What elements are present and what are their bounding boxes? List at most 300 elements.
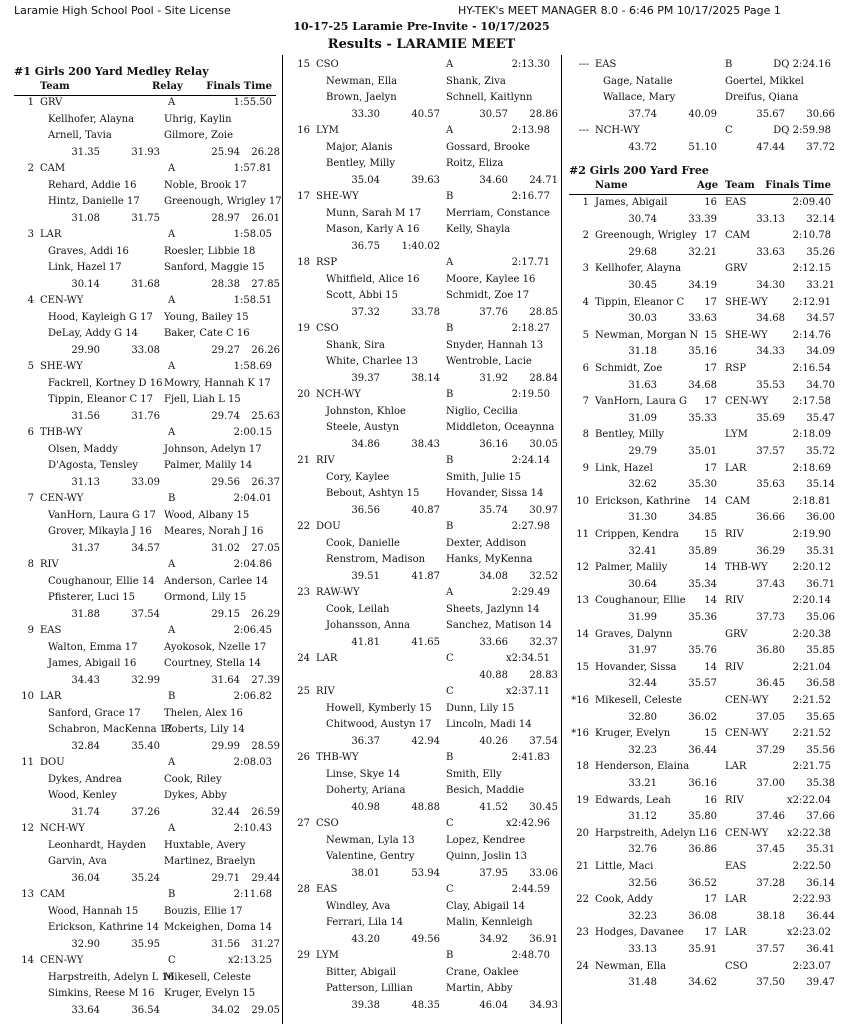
swimmer-name: Cook, Riley bbox=[164, 773, 222, 785]
swimmer-name: Walton, Emma 17 bbox=[48, 641, 138, 653]
split-time: 33.08 bbox=[131, 344, 160, 356]
relay-finals-time: 2:08.03 bbox=[233, 757, 272, 768]
relay-letter: A bbox=[168, 163, 176, 174]
swimmer-team: CAM bbox=[725, 230, 751, 242]
swimmer-name: Dreifus, Qiana bbox=[725, 92, 799, 103]
swimmer-team: CEN-WY bbox=[725, 827, 769, 839]
swimmer-age: 17 bbox=[704, 363, 717, 374]
split-time: 35.38 bbox=[806, 778, 835, 789]
swimmer-name: Whitfield, Alice 16 bbox=[326, 273, 420, 285]
split-time: 35.40 bbox=[131, 740, 160, 752]
swimmer-name: Newman, Lyla 13 bbox=[326, 834, 415, 846]
relay-team: CEN-WY bbox=[40, 493, 84, 504]
split-time: 34.30 bbox=[756, 280, 785, 291]
relay-letter: A bbox=[446, 587, 454, 598]
swimmer-finals-time: 2:09.40 bbox=[792, 197, 831, 208]
split-time: 29.79 bbox=[628, 446, 657, 457]
swimmer-name: Tippin, Eleanor C 17 bbox=[48, 394, 154, 405]
split-time: 35.30 bbox=[688, 479, 717, 491]
split-time bbox=[386, 669, 440, 683]
split-time: 26.26 bbox=[251, 344, 280, 356]
relay-letter: A bbox=[446, 125, 454, 136]
split-time: 33.13 bbox=[756, 213, 785, 225]
swimmer-name: Schnell, Kaitlynn bbox=[446, 92, 533, 103]
swimmer-finals-time: 2:12.15 bbox=[792, 263, 831, 275]
swimmer-name: Kruger, Evelyn 15 bbox=[164, 988, 256, 999]
relay-team: LYM bbox=[316, 950, 339, 961]
relay-place: 11 bbox=[21, 757, 34, 768]
swimmer-name: Garvin, Ava bbox=[48, 856, 107, 867]
swimmer-place: 10 bbox=[576, 495, 589, 507]
swimmer-name: Kelly, Shayla bbox=[446, 224, 511, 235]
meet-title: 10-17-25 Laramie Pre-Invite - 10/17/2025 bbox=[293, 20, 550, 33]
swimmer-name: Noble, Brook 17 bbox=[164, 179, 247, 191]
swimmer-name: Bentley, Milly bbox=[595, 429, 665, 441]
swimmer-age: 17 bbox=[704, 462, 717, 474]
split-time: 30.45 bbox=[628, 280, 657, 291]
swimmer-name: VanHorn, Laura G bbox=[595, 396, 687, 408]
relay-letter: B bbox=[446, 455, 454, 466]
swimmer-name: Graves, Addi 16 bbox=[48, 245, 129, 257]
split-time: 35.72 bbox=[806, 446, 835, 457]
split-time: 33.63 bbox=[756, 246, 785, 258]
relay-place: 23 bbox=[297, 587, 310, 598]
swimmer-name: Clay, Abigail 14 bbox=[446, 900, 525, 912]
swimmer-team: CAM bbox=[725, 495, 751, 507]
swimmer-age: 17 bbox=[704, 396, 717, 408]
split-time: 32.41 bbox=[628, 545, 657, 557]
swimmer-finals-time: 2:18.81 bbox=[792, 495, 831, 507]
split-time: 29.56 bbox=[211, 476, 240, 488]
relay-letter: A bbox=[168, 295, 176, 306]
split-time: 40.98 bbox=[351, 801, 380, 813]
swimmer-name: Martinez, Braelyn bbox=[164, 856, 256, 867]
relay-finals-time: 2:19.50 bbox=[511, 389, 550, 400]
swimmer-name: Meares, Norah J 16 bbox=[164, 526, 264, 537]
relay-place: 16 bbox=[297, 125, 310, 136]
relay-finals-time: 2:16.77 bbox=[511, 191, 550, 202]
swimmer-name: Scott, Abbi 15 bbox=[326, 290, 398, 301]
split-time: 39.47 bbox=[806, 977, 835, 989]
swimmer-name: Goertel, Mikkel bbox=[725, 75, 804, 87]
split-time: 33.21 bbox=[628, 778, 657, 789]
column-header-finals-time: Finals Time bbox=[206, 81, 272, 92]
split-time: 33.39 bbox=[688, 213, 717, 225]
swimmer-place: 5 bbox=[582, 329, 589, 341]
swimmer-name: Hanks, MyKenna bbox=[446, 554, 533, 565]
split-time: 31.13 bbox=[71, 476, 100, 488]
relay-place: 9 bbox=[27, 625, 34, 636]
split-time: 36.29 bbox=[756, 545, 785, 557]
split-time: 30.45 bbox=[529, 801, 558, 813]
split-time: 30.64 bbox=[628, 578, 657, 590]
split-time: 31.88 bbox=[71, 608, 100, 620]
relay-team: NCH-WY bbox=[316, 389, 361, 400]
split-time: 41.65 bbox=[411, 636, 440, 648]
relay-finals-time: 1:58.51 bbox=[233, 295, 272, 306]
split-time: 27.05 bbox=[251, 542, 280, 554]
column-header-age: Age bbox=[697, 180, 719, 191]
swimmer-team: THB-WY bbox=[725, 562, 768, 574]
split-time: 51.10 bbox=[688, 141, 717, 153]
swimmer-name: Mowry, Hannah K 17 bbox=[164, 377, 271, 389]
split-time: 36.80 bbox=[756, 645, 785, 657]
swimmer-name: Doherty, Ariana bbox=[326, 785, 406, 796]
relay-finals-time: 2:48.70 bbox=[511, 950, 550, 961]
swimmer-name: Schabron, MacKenna 17 bbox=[48, 724, 173, 735]
swimmer-name: Hodges, Davanee bbox=[595, 927, 684, 939]
split-time: 35.80 bbox=[688, 811, 717, 823]
relay-letter: B bbox=[446, 752, 454, 763]
relay-team: CSO bbox=[316, 59, 339, 70]
split-time: 35.31 bbox=[806, 545, 835, 557]
swimmer-age: 14 bbox=[704, 595, 717, 607]
split-time: 28.85 bbox=[529, 306, 558, 318]
split-time: 34.33 bbox=[756, 346, 785, 358]
swimmer-name: Hintz, Danielle 17 bbox=[48, 196, 140, 207]
relay-letter: A bbox=[168, 559, 176, 570]
split-time: 35.24 bbox=[131, 872, 160, 884]
swimmer-team: SHE-WY bbox=[725, 296, 768, 308]
split-time: 39.38 bbox=[351, 999, 380, 1011]
software-header: HY-TEK's MEET MANAGER 8.0 - 6:46 PM 10/17/2025 Page 1 bbox=[458, 4, 781, 17]
relay-team: DOU bbox=[316, 521, 341, 532]
split-time: 36.16 bbox=[479, 438, 508, 450]
split-time: 30.57 bbox=[479, 108, 508, 120]
swimmer-name: Quinn, Joslin 13 bbox=[446, 851, 527, 862]
split-time: 37.00 bbox=[756, 778, 785, 789]
split-time: 37.54 bbox=[131, 608, 160, 620]
relay-place: 1 bbox=[27, 97, 34, 108]
split-time: 37.54 bbox=[529, 735, 558, 747]
swimmer-age: 15 bbox=[704, 728, 717, 740]
relay-team: LYM bbox=[316, 125, 339, 136]
relay-finals-time: x2:13.25 bbox=[228, 955, 272, 966]
relay-team: LAR bbox=[40, 691, 62, 702]
swimmer-name: Smith, Elly bbox=[446, 768, 502, 780]
split-time: 32.37 bbox=[529, 636, 558, 648]
relay-letter: C bbox=[168, 955, 176, 966]
relay-team: SHE-WY bbox=[316, 191, 359, 202]
swimmer-place: *16 bbox=[571, 728, 589, 740]
swimmer-name: Erickson, Kathrine bbox=[595, 495, 691, 507]
split-time: 29.44 bbox=[251, 872, 280, 884]
split-time: 33.64 bbox=[71, 1004, 100, 1016]
swimmer-age: 16 bbox=[704, 827, 717, 839]
split-time: 41.81 bbox=[351, 636, 380, 648]
swimmer-name: Crane, Oaklee bbox=[446, 966, 519, 978]
split-time: 31.64 bbox=[211, 674, 240, 686]
relay-finals-time: x2:42.96 bbox=[506, 818, 550, 829]
split-time: 49.56 bbox=[411, 933, 440, 945]
split-time: 38.14 bbox=[411, 372, 440, 384]
swimmer-name: Linse, Skye 14 bbox=[326, 768, 401, 780]
swimmer-name: Crippen, Kendra bbox=[595, 529, 679, 540]
split-time: 38.18 bbox=[756, 910, 785, 922]
split-time: 34.86 bbox=[351, 438, 380, 450]
relay-place: 8 bbox=[27, 559, 34, 570]
relay-finals-time: 2:06.45 bbox=[233, 625, 272, 636]
split-time: 33.06 bbox=[529, 867, 558, 879]
relay-team: RSP bbox=[316, 257, 338, 268]
relay-place: 2 bbox=[27, 163, 34, 174]
split-time: 29.15 bbox=[211, 608, 240, 620]
split-time: 35.04 bbox=[351, 174, 380, 186]
split-time: 35.95 bbox=[131, 938, 160, 950]
relay-letter: A bbox=[168, 97, 176, 108]
split-time: 37.45 bbox=[756, 844, 785, 856]
results-title: Results - LARAMIE MEET bbox=[327, 37, 516, 52]
swimmer-name: Renstrom, Madison bbox=[326, 554, 426, 565]
split-time: 25.63 bbox=[251, 410, 280, 422]
relay-team: GRV bbox=[40, 97, 63, 108]
swimmer-name: Cook, Leilah bbox=[326, 603, 390, 615]
split-time: 35.85 bbox=[806, 645, 835, 657]
relay-place: 13 bbox=[21, 889, 34, 900]
swimmer-name: Tippin, Eleanor C bbox=[595, 296, 685, 308]
swimmer-age: 14 bbox=[704, 661, 717, 673]
split-time: 35.34 bbox=[688, 578, 717, 590]
swimmer-name: Gossard, Brooke bbox=[446, 141, 530, 153]
relay-finals-time: DQ 2:24.16 bbox=[773, 59, 831, 70]
split-time: 37.28 bbox=[756, 877, 785, 889]
split-time: 37.26 bbox=[131, 806, 160, 818]
swimmer-name: Erickson, Kathrine 14 bbox=[48, 922, 160, 933]
swimmer-name: Patterson, Lillian bbox=[326, 983, 413, 994]
relay-place: 28 bbox=[297, 884, 310, 895]
swimmer-name: Wentroble, Lacie bbox=[446, 356, 532, 367]
swimmer-name: Shank, Ziva bbox=[446, 75, 506, 87]
relay-team: NCH-WY bbox=[595, 125, 640, 136]
swimmer-name: Smith, Julie 15 bbox=[446, 471, 522, 483]
swimmer-team: CEN-WY bbox=[725, 396, 769, 408]
split-time: 37.32 bbox=[351, 306, 380, 318]
relay-place: 12 bbox=[21, 823, 34, 834]
split-time: 29.05 bbox=[251, 1004, 280, 1016]
split-time: 29.27 bbox=[211, 344, 240, 356]
split-time bbox=[326, 669, 380, 683]
split-time: 36.56 bbox=[351, 504, 380, 516]
relay-finals-time: 2:29.49 bbox=[511, 587, 550, 598]
swimmer-name: Henderson, Elaina bbox=[595, 761, 690, 773]
split-time: 34.93 bbox=[529, 999, 558, 1011]
swimmer-place: 23 bbox=[576, 927, 589, 939]
split-time: 32.23 bbox=[628, 744, 657, 756]
split-time: 35.89 bbox=[688, 545, 717, 557]
relay-team: THB-WY bbox=[40, 427, 83, 438]
swimmer-finals-time: 2:19.90 bbox=[792, 529, 831, 540]
swimmer-age bbox=[695, 960, 717, 974]
swimmer-place: 12 bbox=[576, 562, 589, 574]
split-time: 34.57 bbox=[806, 313, 835, 325]
split-time: 40.26 bbox=[479, 735, 508, 747]
swimmer-name: Roberts, Lily 14 bbox=[164, 724, 245, 735]
header-underline bbox=[569, 194, 833, 195]
split-time: 31.99 bbox=[628, 612, 657, 623]
relay-place: 22 bbox=[297, 521, 310, 532]
swimmer-name: Link, Hazel bbox=[595, 462, 653, 474]
split-time: 35.69 bbox=[756, 412, 785, 424]
swimmer-name: Wood, Albany 15 bbox=[164, 509, 250, 521]
swimmer-name: Thelen, Alex 16 bbox=[164, 707, 243, 719]
relay-finals-time: DQ 2:59.98 bbox=[773, 125, 831, 136]
relay-place: 15 bbox=[297, 59, 310, 70]
swimmer-name: White, Charlee 13 bbox=[326, 356, 418, 367]
split-time: 36.91 bbox=[529, 933, 558, 945]
split-time: 31.97 bbox=[628, 645, 657, 657]
relay-place: --- bbox=[578, 59, 589, 70]
swimmer-team: RIV bbox=[725, 661, 744, 673]
swimmer-age: 17 bbox=[704, 230, 717, 242]
split-time: 34.85 bbox=[688, 512, 717, 524]
split-time: 41.52 bbox=[479, 801, 508, 813]
swimmer-age bbox=[695, 262, 717, 276]
split-time bbox=[504, 240, 558, 254]
swimmer-name: Ayokosok, Nzelle 17 bbox=[164, 641, 267, 653]
split-time: 29.74 bbox=[211, 410, 240, 422]
split-time: 33.13 bbox=[628, 944, 657, 955]
swimmer-age: 15 bbox=[704, 329, 717, 341]
relay-place: 7 bbox=[27, 493, 34, 504]
swimmer-finals-time: 2:23.07 bbox=[792, 960, 831, 972]
swimmer-team: SHE-WY bbox=[725, 329, 768, 341]
swimmer-name: Wood, Kenley bbox=[48, 790, 117, 801]
swimmer-name: Hood, Kayleigh G 17 bbox=[48, 311, 153, 323]
relay-letter: B bbox=[168, 889, 176, 900]
swimmer-team: EAS bbox=[725, 197, 747, 208]
split-time: 36.04 bbox=[71, 872, 100, 884]
split-time bbox=[454, 240, 508, 254]
swimmer-place: 15 bbox=[576, 661, 589, 673]
swimmer-finals-time: 2:22.93 bbox=[792, 894, 831, 906]
split-time: 37.72 bbox=[806, 141, 835, 153]
swimmer-name: Bebout, Ashtyn 15 bbox=[326, 488, 420, 499]
split-time: 35.63 bbox=[756, 479, 785, 491]
relay-team: LAR bbox=[316, 653, 338, 664]
swimmer-name: Cook, Addy bbox=[595, 894, 653, 906]
swimmer-name: Bitter, Abigail bbox=[326, 966, 397, 978]
split-time: 35.01 bbox=[688, 446, 717, 457]
split-time: 30.03 bbox=[628, 313, 657, 325]
split-time: 37.73 bbox=[756, 612, 785, 623]
split-time: 31.48 bbox=[628, 977, 657, 989]
split-time: 36.00 bbox=[806, 512, 835, 524]
split-time: 33.63 bbox=[688, 313, 717, 325]
split-time: 32.76 bbox=[628, 844, 657, 856]
relay-letter: C bbox=[446, 884, 454, 895]
event-title: #1 Girls 200 Yard Medley Relay bbox=[14, 65, 209, 78]
swimmer-place: 6 bbox=[582, 363, 589, 374]
split-time: 36.86 bbox=[688, 844, 717, 856]
relay-team: EAS bbox=[316, 884, 338, 895]
swimmer-age: 14 bbox=[704, 495, 717, 507]
relay-letter: C bbox=[446, 653, 454, 664]
swimmer-name: Munn, Sarah M 17 bbox=[326, 207, 422, 219]
relay-place: 27 bbox=[297, 818, 310, 829]
swimmer-age: 17 bbox=[704, 296, 717, 308]
swimmer-finals-time: 2:21.52 bbox=[792, 728, 831, 740]
split-time: 36.08 bbox=[688, 910, 717, 922]
swimmer-age: 17 bbox=[704, 927, 717, 939]
swimmer-finals-time: x2:22.38 bbox=[787, 827, 831, 839]
swimmer-name: Dunn, Lily 15 bbox=[446, 702, 515, 714]
relay-letter: B bbox=[446, 950, 454, 961]
swimmer-place: 22 bbox=[576, 894, 589, 906]
swimmer-name: DeLay, Addy G 14 bbox=[48, 328, 138, 339]
swimmer-name: Cook, Danielle bbox=[326, 537, 400, 549]
split-time: 35.65 bbox=[806, 711, 835, 723]
swimmer-finals-time: 2:21.75 bbox=[792, 761, 831, 773]
swimmer-name: Niglio, Cecilia bbox=[446, 405, 518, 417]
relay-place: 24 bbox=[297, 653, 310, 664]
relay-team: RIV bbox=[316, 455, 335, 466]
relay-team: NCH-WY bbox=[40, 823, 85, 834]
split-time: 35.67 bbox=[756, 108, 785, 120]
split-time: 28.38 bbox=[211, 278, 240, 290]
swimmer-name: Mikesell, Celeste bbox=[164, 971, 251, 983]
swimmer-name: Johansson, Anna bbox=[326, 620, 411, 631]
split-time: 31.56 bbox=[71, 410, 100, 422]
swimmer-place: 20 bbox=[576, 827, 589, 839]
swimmer-place: 9 bbox=[582, 462, 589, 474]
split-time: 32.23 bbox=[628, 910, 657, 922]
swimmer-place: 21 bbox=[576, 861, 589, 872]
split-time: 35.56 bbox=[806, 744, 835, 756]
swimmer-place: 13 bbox=[576, 595, 589, 607]
swimmer-place: 3 bbox=[582, 263, 589, 275]
split-time: 35.06 bbox=[806, 612, 835, 623]
swimmer-name: Bouzis, Ellie 17 bbox=[164, 905, 243, 917]
split-time: 31.02 bbox=[211, 542, 240, 554]
split-time: 34.09 bbox=[806, 346, 835, 358]
relay-team: CEN-WY bbox=[40, 955, 84, 966]
swimmer-name: Simkins, Reese M 16 bbox=[48, 988, 155, 999]
swimmer-name: Harpstreith, Adelyn L bbox=[595, 827, 706, 839]
swimmer-finals-time: 2:17.58 bbox=[792, 396, 831, 408]
split-time: 29.99 bbox=[211, 740, 240, 752]
swimmer-name: Besich, Maddie bbox=[446, 785, 525, 796]
split-time: 24.71 bbox=[529, 174, 558, 186]
swimmer-finals-time: 2:10.78 bbox=[792, 230, 831, 242]
split-time: 32.90 bbox=[71, 938, 100, 950]
swimmer-age: 14 bbox=[704, 562, 717, 574]
relay-team: RIV bbox=[316, 686, 335, 697]
swimmer-name: Sanford, Grace 17 bbox=[48, 707, 141, 719]
relay-finals-time: 1:58.69 bbox=[233, 361, 272, 372]
swimmer-name: Hovander, Sissa bbox=[595, 661, 677, 673]
split-time: 34.68 bbox=[688, 379, 717, 391]
split-time: 31.09 bbox=[628, 412, 657, 424]
relay-letter: C bbox=[446, 686, 454, 697]
relay-letter: A bbox=[168, 427, 176, 438]
split-time: 37.05 bbox=[756, 711, 785, 723]
relay-letter: B bbox=[725, 59, 733, 70]
split-time: 34.57 bbox=[131, 542, 160, 554]
swimmer-team: LAR bbox=[725, 761, 747, 773]
swimmer-name: Grover, Mikayla J 16 bbox=[48, 526, 152, 537]
split-time: 31.56 bbox=[211, 938, 240, 950]
swimmer-name: Pfisterer, Luci 15 bbox=[48, 592, 135, 603]
split-time: 31.92 bbox=[479, 372, 508, 384]
split-time: 32.99 bbox=[131, 674, 160, 686]
swimmer-name: D'Agosta, Tensley bbox=[48, 460, 139, 471]
swimmer-finals-time: 2:20.38 bbox=[792, 628, 831, 640]
split-time: 31.27 bbox=[251, 938, 280, 950]
event-title: #2 Girls 200 Yard Free bbox=[569, 164, 709, 177]
swimmer-name: Lopez, Kendree bbox=[446, 834, 526, 846]
swimmer-name: Gage, Natalie bbox=[603, 75, 673, 87]
split-time: 39.51 bbox=[351, 570, 380, 582]
